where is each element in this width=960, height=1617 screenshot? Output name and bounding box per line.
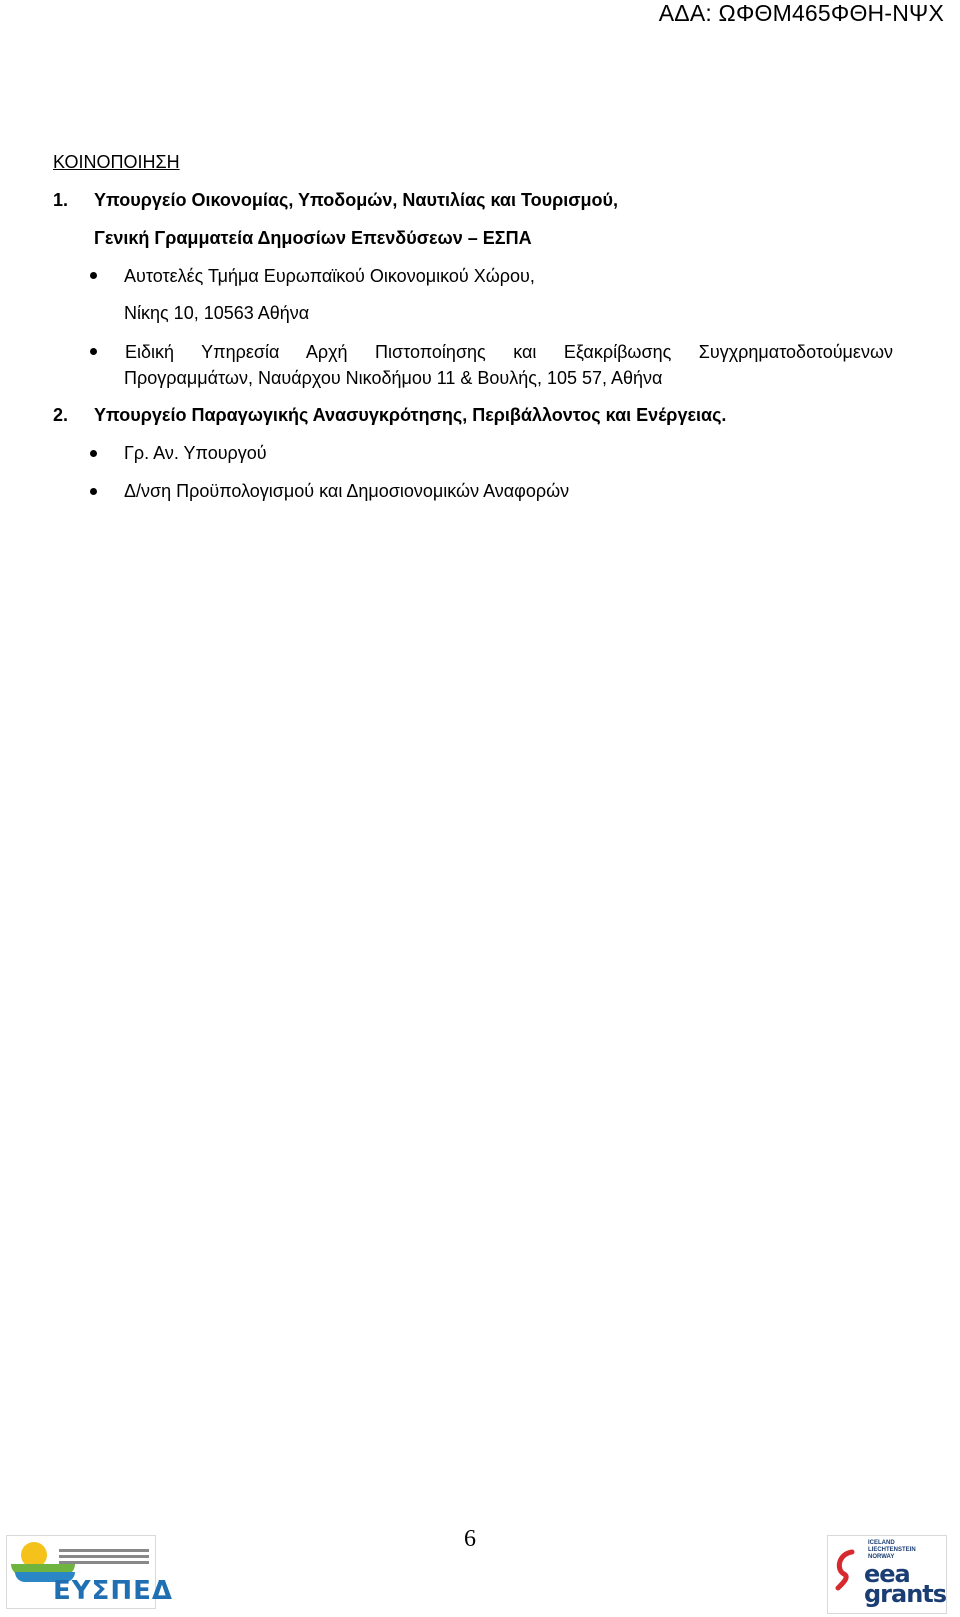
eea-country: ICELAND bbox=[868, 1540, 895, 1546]
item-1-bullet-1-line-2: Νίκης 10, 10563 Αθήνα bbox=[124, 303, 310, 323]
item-1-bullet-2-line-2: Προγραμμάτων, Ναυάρχου Νικοδήμου 11 & Βουλής, 105 57, Αθήνα bbox=[124, 368, 663, 388]
ada-code: ΑΔΑ: ΩΦΘΜ465ΦΘΗ-ΝΨΧ bbox=[658, 0, 944, 26]
grants-text: grants bbox=[864, 1580, 947, 1608]
item-2-title: Υπουργείο Παραγωγικής Ανασυγκρότησης, Περιβάλλοντος και Ενέργειας. bbox=[94, 405, 727, 425]
section-title: ΚΟΙΝΟΠΟΙΗΣΗ bbox=[53, 152, 180, 172]
eea-text: eea bbox=[864, 1560, 910, 1588]
eea-countries bbox=[868, 1540, 916, 1561]
bullet-icon bbox=[90, 488, 97, 495]
eea-grants-logo bbox=[827, 1535, 947, 1614]
logo-small-print bbox=[59, 1546, 149, 1567]
eea-hook-icon bbox=[834, 1548, 858, 1594]
item-1-bullet-1-line-1: Αυτοτελές Τμήμα Ευρωπαϊκού Οικονομικού Χώρου, bbox=[124, 266, 535, 286]
bullet-icon bbox=[90, 272, 97, 279]
eyspied-logo-text: ΕΥΣΠΕΔ bbox=[53, 1576, 173, 1606]
bullet-icon bbox=[90, 348, 97, 355]
item-1-bullet-2-line-1: Ειδική Υπηρεσία Αρχή Πιστοποίησης και Εξακρίβωσης Συγχρηματοδοτούμενων bbox=[125, 342, 893, 362]
page-number: 6 bbox=[464, 1526, 476, 1552]
item-1-subtitle: Γενική Γραμματεία Δημοσίων Επενδύσεων – ΕΣΠΑ bbox=[94, 228, 532, 248]
item-1-title: Υπουργείο Οικονομίας, Υποδομών, Ναυτιλίας και Τουρισμού, bbox=[94, 190, 619, 210]
item-2-bullet-1: Γρ. Αν. Υπουργού bbox=[124, 443, 267, 463]
bullet-icon bbox=[90, 450, 97, 457]
eyspied-logo bbox=[6, 1535, 173, 1609]
item-2-number: 2. bbox=[53, 405, 69, 425]
item-1-number: 1. bbox=[53, 190, 69, 210]
eea-country: NORWAY bbox=[868, 1554, 895, 1560]
item-2-bullet-2: Δ/νση Προϋπολογισμού και Δημοσιονομικών Αναφορών bbox=[124, 481, 570, 501]
eea-country: LIECHTENSTEIN bbox=[868, 1547, 916, 1553]
